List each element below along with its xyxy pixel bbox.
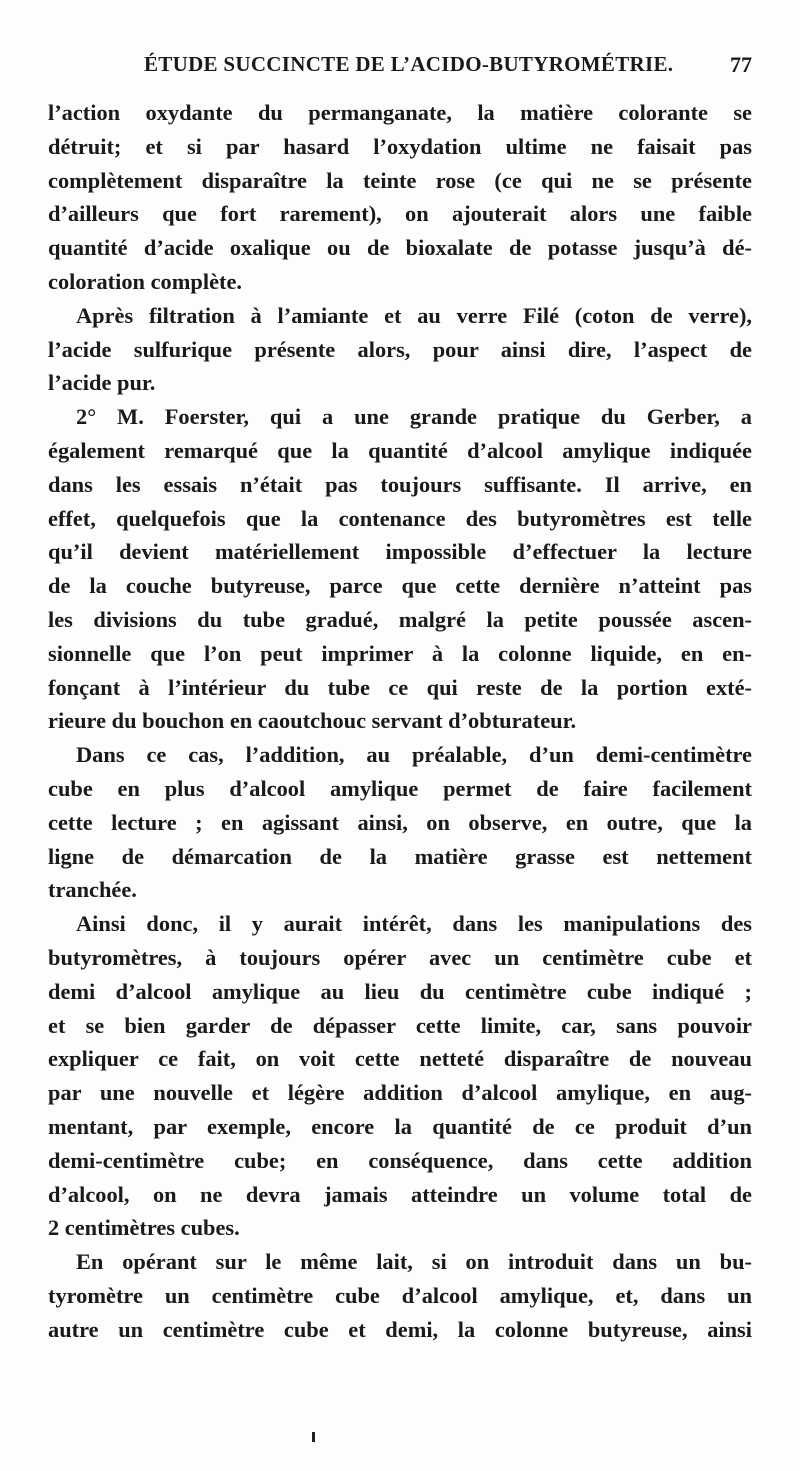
running-header xyxy=(48,52,752,86)
text-line: ligne de démarcation de la matière grasse est nettement xyxy=(48,843,752,869)
text-line: sionnelle que l’on peut imprimer à la colonne liquide, en en- xyxy=(48,640,752,666)
text-line: complètement disparaître la teinte rose (ce qui ne se présente xyxy=(48,167,752,193)
text-line: butyromètres, à toujours opérer avec un centimètre cube et xyxy=(48,944,752,970)
text-line: expliquer ce fait, on voit cette netteté disparaître de nouveau xyxy=(48,1046,752,1072)
text-line: et se bien garder de dépasser cette limite, car, sans pouvoir xyxy=(48,1012,752,1038)
text-line: En opérant sur le même lait, si on introduit dans un bu- xyxy=(76,1249,752,1275)
text-line: détruit; et si par hasard l’oxydation ultime ne faisait pas xyxy=(48,133,752,159)
text-line: tranchée. xyxy=(48,877,137,903)
text-line: tyromètre un centimètre cube d’alcool amylique, et, dans un xyxy=(48,1282,752,1308)
text-line: coloration complète. xyxy=(48,268,242,294)
text-line: 2° M. Foerster, qui a une grande pratique du Gerber, a xyxy=(76,404,752,430)
text-line: rieure du bouchon en caoutchouc servant d’obturateur. xyxy=(48,708,577,734)
text-line: demi d’alcool amylique au lieu du centimètre cube indiqué ; xyxy=(48,978,752,1004)
text-line: quantité d’acide oxalique ou de bioxalate de potasse jusqu’à dé- xyxy=(48,235,752,261)
text-line: mentant, par exemple, encore la quantité de ce produit d’un xyxy=(48,1113,752,1139)
text-line: Dans ce cas, l’addition, au préalable, d’un demi-centimètre xyxy=(76,742,752,768)
text-line: l’acide pur. xyxy=(48,370,156,396)
text-line: 2 centimètres cubes. xyxy=(48,1215,240,1241)
text-line: demi-centimètre cube; en conséquence, dans cette addition xyxy=(48,1147,752,1173)
text-line: effet, quelquefois que la contenance des butyromètres est telle xyxy=(48,505,752,531)
text-line: dans les essais n’était pas toujours suffisante. Il arrive, en xyxy=(48,471,752,497)
text-line: autre un centimètre cube et demi, la colonne butyreuse, ainsi xyxy=(48,1316,752,1342)
text-line: qu’il devient matériellement impossible d’effectuer la lecture xyxy=(48,539,752,565)
text-line: cette lecture ; en agissant ainsi, on observe, en outre, que la xyxy=(48,809,752,835)
text-line: d’alcool, on ne devra jamais atteindre un volume total de xyxy=(48,1181,752,1207)
printer-mark xyxy=(312,1432,315,1442)
text-line: par une nouvelle et légère addition d’alcool amylique, en aug- xyxy=(48,1080,752,1106)
text-line: d’ailleurs que fort rarement), on ajouterait alors une faible xyxy=(48,201,752,227)
text-line: de la couche butyreuse, parce que cette dernière n’atteint pas xyxy=(48,573,752,599)
text-line: Après filtration à l’amiante et au verre Filé (coton de verre), xyxy=(76,302,752,328)
text-line: l’action oxydante du permanganate, la matière colorante se xyxy=(48,100,752,125)
text-line: les divisions du tube gradué, malgré la petite poussée ascen- xyxy=(48,606,752,632)
body-text xyxy=(48,96,752,1346)
text-line: Ainsi donc, il y aurait intérêt, dans les manipulations des xyxy=(76,911,752,937)
running-title: ÉTUDE SUCCINCTE DE L’ACIDO-BUTYROMÉTRIE. xyxy=(144,52,674,76)
text-line: l’acide sulfurique présente alors, pour ainsi dire, l’aspect de xyxy=(48,336,752,362)
text-line: cube en plus d’alcool amylique permet de faire facilement xyxy=(48,775,752,801)
text-line: également remarqué que la quantité d’alcool amylique indiquée xyxy=(48,437,752,463)
page-number: 77 xyxy=(730,52,752,77)
text-line: fonçant à l’intérieur du tube ce qui reste de la portion exté- xyxy=(48,674,752,700)
